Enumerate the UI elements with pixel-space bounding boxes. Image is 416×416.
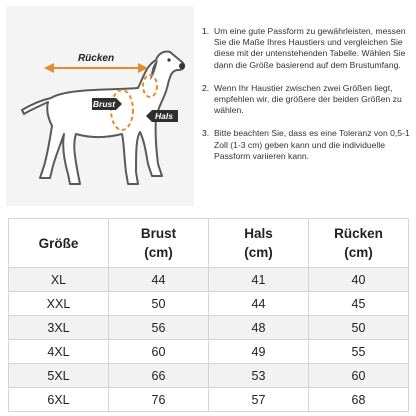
back-cell: 40 — [309, 268, 409, 292]
back-cell: 55 — [309, 340, 409, 364]
measurement-instructions — [202, 26, 412, 174]
size-chart-table — [8, 218, 409, 412]
back-cell: 45 — [309, 292, 409, 316]
table-row — [9, 292, 409, 316]
header-neck-label: Hals — [244, 226, 273, 241]
size-cell: 3XL — [9, 316, 109, 340]
dog-eye — [167, 58, 170, 61]
dog-figure — [6, 6, 194, 206]
size-cell: 5XL — [9, 364, 109, 388]
table-row — [9, 340, 409, 364]
table-row — [9, 316, 409, 340]
neck-cell: 53 — [209, 364, 309, 388]
instruction-number: 3. — [202, 128, 210, 139]
header-chest-label: Brust — [140, 226, 177, 241]
header-size-label: Größe — [38, 235, 79, 251]
chest-cell: 50 — [109, 292, 209, 316]
neck-label: Hals — [155, 111, 173, 121]
chest-tag — [92, 98, 122, 110]
header-back — [309, 219, 409, 268]
chest-cell: 44 — [109, 268, 209, 292]
neck-cell: 57 — [209, 388, 309, 412]
back-cell: 68 — [309, 388, 409, 412]
header-back-label: Rücken — [334, 226, 383, 241]
neck-cell: 49 — [209, 340, 309, 364]
header-neck — [209, 219, 309, 268]
back-cell: 60 — [309, 364, 409, 388]
neck-cell: 41 — [209, 268, 309, 292]
header-neck-unit: (cm) — [244, 245, 273, 260]
instruction-item — [202, 83, 412, 117]
neck-cell: 44 — [209, 292, 309, 316]
header-chest — [109, 219, 209, 268]
chest-cell: 76 — [109, 388, 209, 412]
instruction-text: Um eine gute Passform zu gewährleisten, messen Sie die Maße Ihres Haustiers und vergleichen Sie diese mit der untenstehenden Tabelle. Wählen Sie dann die Größe basierend auf dem Brustumfang. — [214, 26, 406, 70]
neck-cell: 48 — [209, 316, 309, 340]
dog-nose — [179, 63, 185, 69]
instruction-text: Bitte beachten Sie, dass es eine Toleranz von 0,5-1 Zoll (1-3 cm) geben kann und die individuelle Passform variieren kann. — [214, 128, 410, 161]
table-row — [9, 268, 409, 292]
instruction-number: 2. — [202, 82, 210, 93]
instruction-item — [202, 26, 412, 71]
chest-cell: 60 — [109, 340, 209, 364]
size-cell: 6XL — [9, 388, 109, 412]
instruction-number: 1. — [202, 26, 210, 36]
instruction-item — [202, 128, 412, 162]
header-chest-unit: (cm) — [144, 245, 173, 260]
table-row — [9, 364, 409, 388]
size-cell: XL — [9, 268, 109, 292]
back-measure-arrow — [44, 63, 148, 73]
chest-label: Brust — [92, 99, 116, 109]
back-label: Rücken — [77, 53, 115, 64]
size-cell: XXL — [9, 292, 109, 316]
dog-measurement-illustration — [6, 6, 194, 206]
neck-tag — [146, 110, 178, 122]
table-header-row — [9, 219, 409, 268]
chest-cell: 66 — [109, 364, 209, 388]
back-cell: 50 — [309, 316, 409, 340]
instruction-text: Wenn Ihr Haustier zwischen zwei Größen liegt, empfehlen wir, die größere der beiden Größen zu wählen. — [214, 82, 402, 116]
header-size — [9, 219, 109, 268]
table-row — [9, 388, 409, 412]
chest-cell: 56 — [109, 316, 209, 340]
size-cell: 4XL — [9, 340, 109, 364]
header-back-unit: (cm) — [344, 245, 373, 260]
